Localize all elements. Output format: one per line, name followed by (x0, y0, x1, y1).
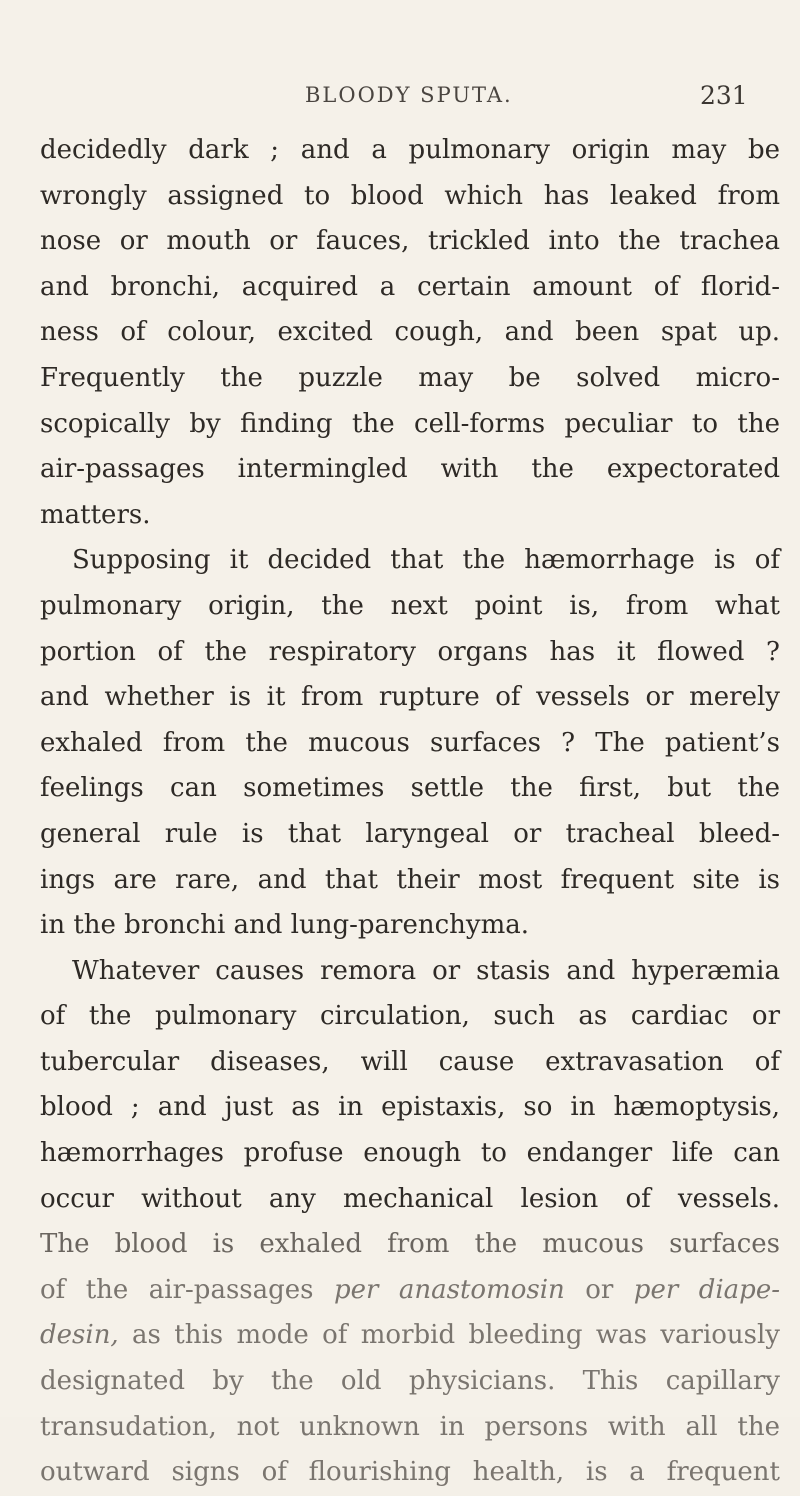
text-line: in the bronchi and lung-parenchyma. (40, 910, 530, 941)
text-line: hæmorrhages profuse enough to endanger life can (40, 1138, 780, 1169)
text-line: The blood is exhaled from the mucous surfaces (40, 1229, 780, 1260)
text-line: feelings can sometimes settle the first, but the (40, 773, 780, 804)
text-line: occur without any mechanical lesion of vessels. (40, 1183, 780, 1214)
text-run: as this mode of morbid bleeding was variously (118, 1320, 780, 1351)
text-line: designated by the old physicians. This capillary (40, 1366, 780, 1397)
text-line: outward signs of flourishing health, is a frequent (40, 1457, 780, 1488)
text-line: portion of the respiratory organs has it flowed ? (40, 636, 780, 667)
text-line: ness of colour, excited cough, and been spat up. (40, 317, 780, 348)
text-line: air-passages intermingled with the expectorated (40, 454, 780, 485)
text-line: blood ; and just as in epistaxis, so in hæmoptysis, (40, 1092, 780, 1123)
text-line (40, 1268, 780, 1314)
page-number: 231 (700, 81, 748, 110)
text-line: transudation, not unknown in persons with all the (40, 1411, 780, 1442)
text-run: of the air-passages (40, 1274, 334, 1305)
text-line (40, 1313, 780, 1359)
text-line: tubercular diseases, will cause extravasation of (40, 1046, 780, 1077)
text-line: Supposing it decided that the hæmorrhage is of (72, 545, 780, 576)
text-line: Frequently the puzzle may be solved micro- (40, 362, 780, 393)
text-line: general rule is that laryngeal or tracheal bleed- (40, 818, 780, 849)
text-line: nose or mouth or fauces, trickled into the trachea (40, 226, 780, 257)
text-line: ings are rare, and that their most frequent site is (40, 864, 780, 895)
text-run: or (564, 1274, 634, 1305)
running-head: BLOODY SPUTA. (305, 83, 513, 107)
text-line: wrongly assigned to blood which has leaked from (40, 180, 780, 211)
text-line: matters. (40, 499, 151, 530)
text-line: scopically by finding the cell-forms peculiar to the (40, 408, 780, 439)
body-text (40, 128, 780, 1496)
page-header (0, 83, 800, 113)
text-line: exhaled from the mucous surfaces ? The patient’s (40, 727, 780, 758)
text-line: pulmonary origin, the next point is, from what (40, 590, 780, 621)
italic-phrase: per anastomosin (333, 1274, 565, 1305)
text-line: Whatever causes remora or stasis and hyperæmia (72, 955, 780, 986)
text-line: decidedly dark ; and a pulmonary origin may be (40, 135, 780, 165)
italic-phrase: per diape- (633, 1274, 780, 1305)
italic-phrase: desin, (40, 1320, 119, 1351)
text-line: of the pulmonary circulation, such as cardiac or (40, 1001, 780, 1032)
text-line: and whether is it from rupture of vessels or merely (40, 682, 780, 713)
text-line: and bronchi, acquired a certain amount of florid- (40, 271, 780, 302)
